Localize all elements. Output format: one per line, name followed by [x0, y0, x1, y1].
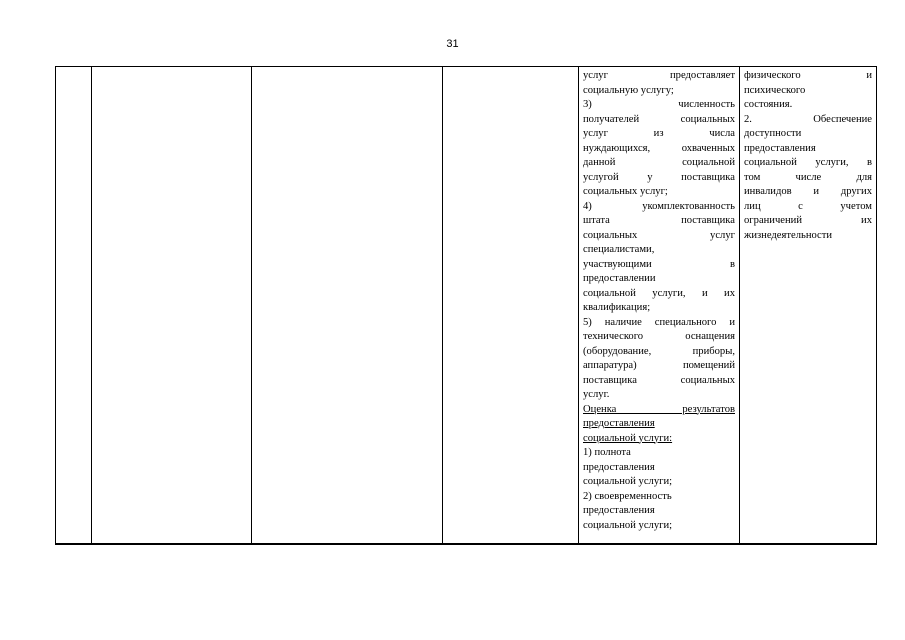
text-line: услугой у поставщика — [583, 171, 735, 183]
text-line: социальной услуги; — [583, 476, 673, 487]
quality-criteria-text — [579, 67, 739, 533]
text-line: лиц с учетом — [744, 200, 872, 212]
text-line: социальной услуги, в — [744, 157, 872, 168]
page-number: 31 — [446, 38, 459, 50]
text-line: социальной услуги, и их — [583, 287, 735, 299]
text-line: услуг предоставляет — [583, 70, 735, 81]
cell-conditions — [740, 67, 877, 545]
text-line: технического оснащения — [583, 331, 735, 342]
text-line: социальных услуг — [583, 229, 735, 241]
text-line: Оценка результатов — [583, 403, 735, 415]
text-line: социальной услуги: — [583, 432, 673, 444]
text-line: услуг из числа — [583, 128, 735, 139]
text-line: инвалидов и других — [744, 186, 872, 197]
cell-timing — [443, 67, 579, 545]
text-line: социальной услуги; — [583, 519, 673, 531]
text-line: жизнедеятельности — [744, 229, 833, 241]
services-table — [55, 66, 877, 545]
text-line: доступности — [744, 128, 802, 139]
table-row — [56, 67, 877, 545]
text-line: социальных услуг; — [583, 186, 668, 197]
text-line: предоставлении — [583, 273, 656, 284]
text-line: физического и — [744, 70, 872, 81]
text-line: психического — [744, 84, 806, 96]
text-line: услуг. — [583, 389, 610, 400]
text-line: нуждающихся, охваченных — [583, 142, 735, 154]
text-line: 5) наличие специального и — [583, 316, 735, 328]
text-line: социальную услугу; — [583, 84, 674, 96]
text-line: квалификация; — [583, 302, 651, 313]
text-line: предоставления — [744, 142, 816, 154]
cell-description — [252, 67, 443, 545]
text-line: участвующими в — [583, 258, 735, 270]
text-line: аппаратура) помещений — [583, 360, 735, 371]
text-line: ограничений их — [744, 215, 872, 226]
text-line: данной социальной — [583, 157, 735, 168]
text-line: 2. Обеспечение — [744, 113, 872, 125]
text-line: 3) численность — [583, 99, 735, 110]
text-line: том числе для — [744, 171, 872, 183]
text-line: (оборудование, приборы, — [583, 345, 735, 357]
text-line: состояния. — [744, 99, 793, 110]
text-line: специалистами, — [583, 244, 655, 255]
conditions-text — [740, 67, 876, 243]
text-line: штата поставщика — [583, 215, 735, 226]
text-line: 1) полнота — [583, 447, 631, 458]
text-line: получателей социальных — [583, 113, 735, 125]
cell-service-name — [92, 67, 252, 545]
text-line: 2) своевременность — [583, 490, 672, 502]
text-line: предоставления — [583, 505, 655, 516]
text-line: поставщика социальных — [583, 374, 735, 386]
text-line: предоставления — [583, 418, 655, 429]
text-line: предоставления — [583, 461, 655, 473]
cell-number — [56, 67, 92, 545]
text-line: 4) укомплектованность — [583, 200, 735, 212]
cell-quality-criteria — [579, 67, 740, 545]
